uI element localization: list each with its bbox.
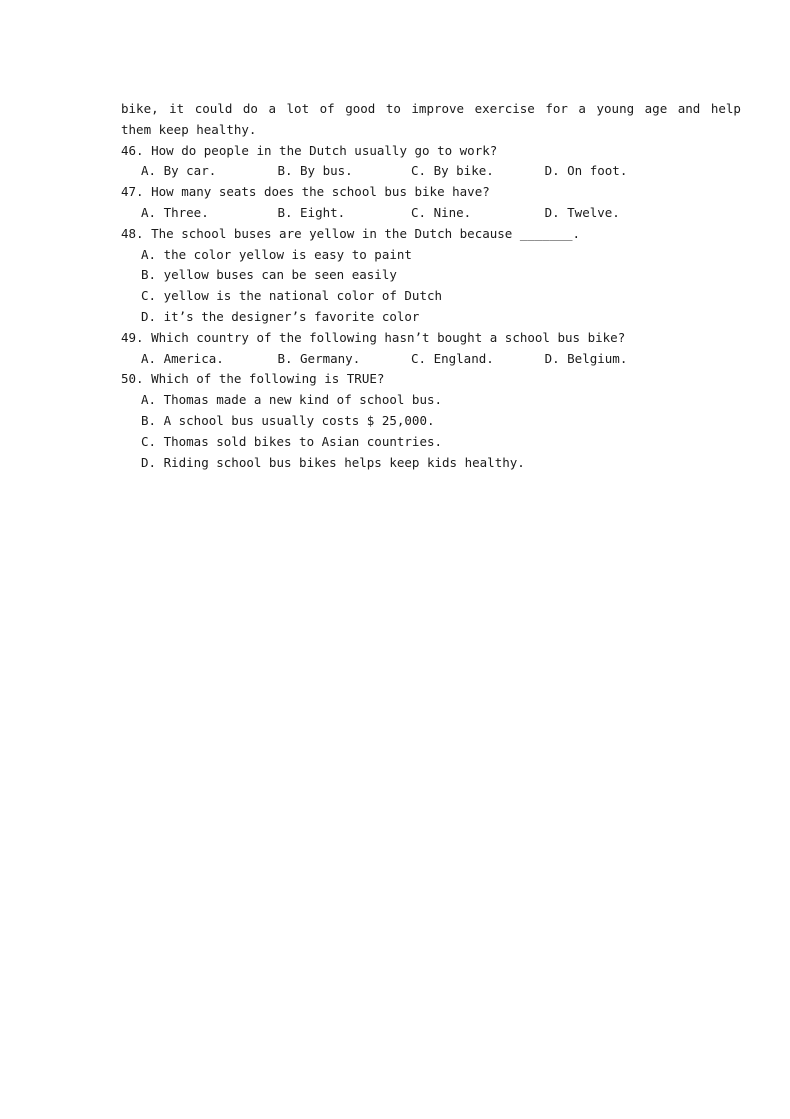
question-47-option-b[interactable]: B. Eight.: [277, 204, 346, 220]
question-46-option-c[interactable]: C. By bike.: [411, 163, 494, 179]
question-47-options: [121, 203, 681, 224]
question-50-option-a[interactable]: A. Thomas made a new kind of school bus.: [141, 392, 443, 408]
question-49-option-c[interactable]: C. England.: [411, 350, 494, 366]
question-49-option-b[interactable]: B. Germany.: [277, 350, 361, 366]
question-49-option-d[interactable]: D. Belgium.: [544, 350, 628, 366]
question-46-options: [121, 161, 681, 182]
question-46-option-a[interactable]: A. By car.: [141, 163, 217, 179]
question-47-option-a[interactable]: A. Three.: [141, 204, 209, 220]
question-49-options: [121, 349, 681, 370]
question-46-option-b[interactable]: B. By bus.: [277, 163, 353, 179]
question-50-option-c[interactable]: C. Thomas sold bikes to Asian countries.: [141, 433, 443, 449]
question-48-stem: 48. The school buses are yellow in the Dutch because _______.: [121, 225, 581, 241]
question-50-option-b[interactable]: B. A school bus usually costs $ 25,000.: [141, 412, 435, 428]
intro-line-1: bike, it could do a lot of good to improve exercise for a young age and help: [121, 101, 741, 116]
question-48-option-b[interactable]: B. yellow buses can be seen easily: [141, 267, 397, 283]
question-49-option-a[interactable]: A. America.: [141, 350, 224, 366]
question-49-stem: 49. Which country of the following hasn’t bought a school bus bike?: [121, 329, 626, 345]
question-48-options: [121, 245, 681, 328]
question-47-option-d[interactable]: D. Twelve.: [544, 204, 620, 220]
question-50-stem: 50. Which of the following is TRUE?: [121, 371, 385, 387]
question-48-option-d[interactable]: D. it’s the designer’s favorite color: [141, 308, 420, 324]
question-47-option-c[interactable]: C. Nine.: [411, 204, 472, 220]
question-46-stem: 46. How do people in the Dutch usually go to work?: [121, 142, 498, 158]
question-50-option-d[interactable]: D. Riding school bus bikes helps keep kids healthy.: [141, 454, 525, 470]
question-48-option-c[interactable]: C. yellow is the national color of Dutch: [141, 288, 443, 304]
question-46-option-d[interactable]: D. On foot.: [544, 163, 628, 179]
question-47-stem: 47. How many seats does the school bus bike have?: [121, 184, 490, 200]
question-48-option-a[interactable]: A. the color yellow is easy to paint: [141, 246, 412, 262]
document-page: [121, 99, 741, 473]
question-50-options: [121, 390, 681, 473]
intro-line-2: them keep healthy.: [121, 121, 257, 137]
